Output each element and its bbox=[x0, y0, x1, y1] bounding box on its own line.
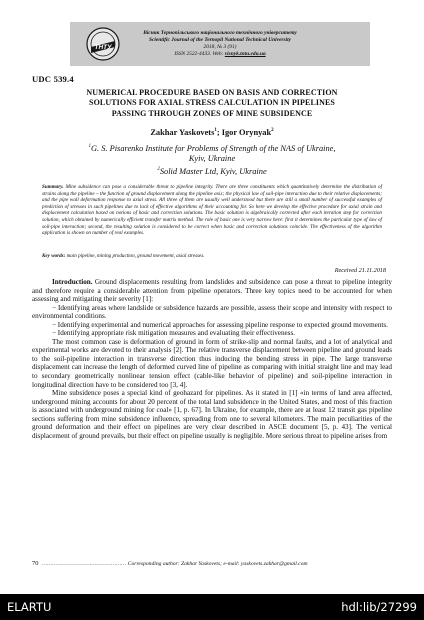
author-list bbox=[0, 128, 424, 137]
author-name: Igor Orynyak bbox=[221, 128, 272, 137]
journal-issn bbox=[174, 51, 265, 58]
paragraph: Mine subsidence poses a special kind of geohazard for pipelines. As it stated in [1] «in terms of land area affected, underground mining accounts for about 20 percent of the total land subsidence in the United States, and most of this fraction is associated with underground mining for coal» [1, p. 67]. In Ukraine, for example, there are at least 12 transit gas pipeline sections suffering from mine subsidence influence, spreading from one to several kilometers. The main peculiarities of the ground deformation and their effect on pipelines are very clear described in ASCE document [5, p. 43]. The vertical displacement of ground prevails, but their effect on pipeline usually is negligible. More serious threat to pipeline arises from bbox=[32, 389, 392, 440]
repository-name[interactable]: ELARTU bbox=[7, 600, 52, 614]
title-line: PASSING THROUGH ZONES OF MINE SUBSIDENCE bbox=[111, 108, 313, 118]
author-name: Zakhar Yaskovets bbox=[150, 128, 215, 137]
keywords-text: main pipeline, mining production, ground movement, axial stresses. bbox=[65, 253, 205, 259]
udc-code: UDC 539.4 bbox=[32, 74, 74, 84]
paragraph-text: Ground displacements resulting from landslides and subsidence can pose a threat to pipeline integrity and therefore require a considerable attention from pipeline operators. Three key topics need to be accounted for when assessing and mitigating their severity [1]: bbox=[32, 278, 392, 304]
affil-mark: 1 bbox=[88, 144, 91, 149]
abstract-label: Summary. bbox=[42, 184, 64, 190]
affil-mark: 2 bbox=[157, 166, 160, 172]
journal-issue: 2018, № 3 (91) bbox=[203, 44, 237, 50]
affiliation-1 bbox=[40, 142, 384, 154]
received-date: Received 21.11.2018 bbox=[334, 267, 386, 274]
list-item: − Identifying areas where landslide or subsidence hazards are possible, assess their scope and intensity with respect to environmental conditions. bbox=[32, 303, 392, 321]
section-label: Introduction. bbox=[52, 278, 93, 286]
journal-web-link[interactable]: visnyk.tntu.edu.ua bbox=[224, 51, 266, 57]
affiliation-1-city: Kyiv, Ukraine bbox=[188, 154, 236, 164]
list-item: − Identifying experimental and numerical approaches for assessing pipeline response to expected ground movements. bbox=[52, 320, 388, 329]
paper-title bbox=[36, 88, 388, 119]
title-line: NUMERICAL PROCEDURE BASED ON BASIS AND CORRECTION bbox=[86, 88, 338, 97]
journal-name-ua: Вісник Тернопільського національного технічного університету bbox=[143, 30, 297, 36]
abstract bbox=[42, 184, 382, 237]
journal-name-en: Scientific Journal of the Ternopil National Technical University bbox=[148, 37, 291, 43]
corresponding-author: Corresponding author: Zakhar Yaskovets; e-mail: yaskovets.zakhar@gmail.com bbox=[127, 561, 308, 567]
journal-issn-prefix: ISSN 2522-4433. Web: bbox=[174, 51, 225, 57]
author-affil-mark: 2 bbox=[271, 128, 274, 134]
page-number: 70 bbox=[32, 560, 39, 567]
university-logo-icon bbox=[86, 27, 120, 61]
affiliations bbox=[40, 142, 384, 177]
list-item: − Identifying appropriate risk mitigation measures and evaluating their effectiveness. bbox=[52, 329, 296, 338]
footer-dots: …………………………………………… bbox=[40, 561, 128, 567]
repository-handle[interactable]: hdl:lib/27299 bbox=[341, 600, 417, 614]
repository-bar bbox=[0, 594, 424, 620]
affil-text: Solid Master Ltd, Kyiv, Ukraine bbox=[159, 166, 267, 176]
paragraph bbox=[32, 278, 392, 304]
affil-text: G. S. Pisarenko Institute for Problems of Strength of the NAS of Ukraine, bbox=[91, 143, 336, 153]
affiliation-2 bbox=[40, 165, 384, 177]
logo-text: ТНТУ bbox=[94, 44, 112, 51]
abstract-text: Mine subsidence can pose a considerable threat to pipeline integrity. There are three constituents which quantitatively determine the distribution of strains along the pipeline – the function of ground displacement along the pipeline axis; the physical law of soil-pipe interaction due to their relative displacements; and the pipe wall deformation response to axial stress. All three of them are usually well understood but there are still a small number of successful examples of prediction of stresses in such pipelines due to lack of effective algorithms of their accounting for. So here we develop the effective procedure for axial strain and displacement calculation based on notions of basic and correction solutions. The basic solution is algebraically corrected after each iteration step for correction solution, which obtained by numerically efficient transfer matrix method. The role of basic one is very narrow here: first it determines the particular type of law of soil-pipe interaction; second, the resulting solution is considered to be correct when basic and correction solutions coincide. The effectiveness of the algorithm application is shown on number of real examples. bbox=[42, 184, 382, 237]
body-text bbox=[32, 278, 392, 440]
author-affil-mark: 1 bbox=[214, 128, 217, 134]
title-line: SOLUTIONS FOR AXIAL STRESS CALCULATION IN PIPELINES bbox=[89, 98, 335, 108]
author-separator: ; bbox=[216, 128, 222, 137]
keywords-label: Key words: bbox=[42, 253, 66, 259]
paragraph: The most common case is deformation of ground in form of strike-slip and normal faults, and a lot of analytical and experimental works are devoted to their analysis [2]. The relative transverse displacement between pipeline and ground leads to the soil-pipeline interaction in transverse direction thus inducing the bending stress in pipe. The large transverse displacement can increase the length of deformed curved line of pipeline as comparing with initial straight line and may lead to secondary geometrically nonlinear tension effect (cable-like behavior of pipeline) and soil-pipeline interaction in longitudinal direction have to be considered too [3, 4]. bbox=[32, 337, 392, 389]
page-footer bbox=[32, 560, 392, 567]
keywords bbox=[42, 253, 382, 260]
